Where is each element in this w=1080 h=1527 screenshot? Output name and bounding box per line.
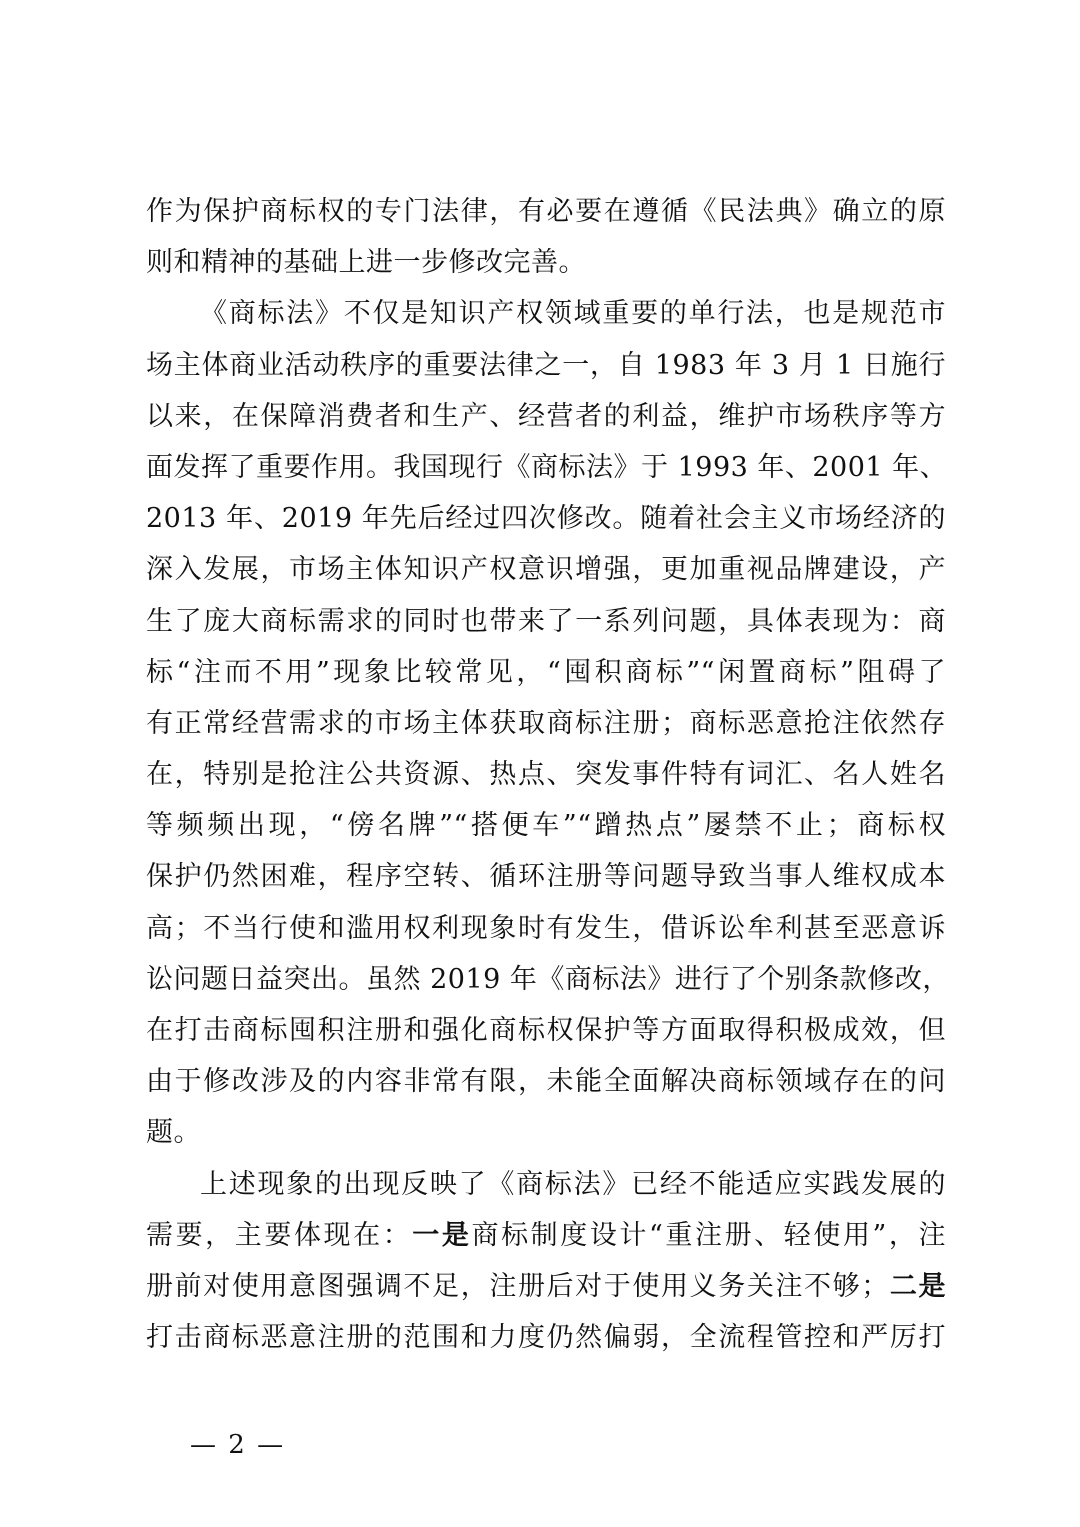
text-line: 《商标法》不仅是知识产权领域重要的单行法，也是规范市: [200, 298, 946, 330]
text-line: 深入发展，市场主体知识产权意识增强，更加重视品牌建设，产: [146, 554, 946, 586]
text-line: 在打击商标囤积注册和强化商标权保护等方面取得积极成效，但: [146, 1015, 946, 1046]
text-line: 生了庞大商标需求的同时也带来了一系列问题，具体表现为：商: [146, 605, 946, 637]
text-line: 题。: [146, 1117, 201, 1149]
text-line: 则和精神的基础上进一步修改完善。: [146, 247, 586, 279]
text-line: 以来，在保障消费者和生产、经营者的利益，维护市场秩序等方: [146, 400, 946, 432]
text-line: 高；不当行使和滥用权利现象时有发生，借诉讼牟利甚至恶意诉: [146, 912, 946, 944]
text-run: 商标制度设计“重注册、轻使用”，注: [471, 1219, 947, 1251]
text-line: 打击商标恶意注册的范围和力度仍然偏弱，全流程管控和严厉打: [146, 1322, 946, 1354]
text-line: 场主体商业活动秩序的重要法律之一，自 1983 年 3 月 1 日施行: [146, 349, 946, 381]
text-line: 保护仍然困难，程序空转、循环注册等问题导致当事人维权成本: [146, 861, 946, 893]
page-number: — 2 —: [190, 1430, 286, 1460]
document-body: [146, 186, 950, 1363]
text-line: 等频频出现，“傍名牌”“搭便车”“蹭热点”屡禁不止；商标权: [146, 810, 946, 842]
paragraph: [146, 186, 946, 288]
text-run: 需要，主要体现在：: [146, 1219, 413, 1251]
text-line: 由于修改涉及的内容非常有限，未能全面解决商标领域存在的问: [146, 1066, 946, 1098]
text-line: 上述现象的出现反映了《商标法》已经不能适应实践发展的: [200, 1168, 946, 1200]
paragraph: [146, 1159, 946, 1364]
text-line: 面发挥了重要作用。我国现行《商标法》于 1993 年、2001 年、: [146, 451, 948, 483]
text-line: 作为保护商标权的专门法律，有必要在遵循《民法典》确立的原: [146, 196, 946, 227]
text-line: 标“注而不用”现象比较常见，“囤积商标”“闲置商标”阻碍了: [146, 656, 946, 688]
text-line: 有正常经营需求的市场主体获取商标注册；商标恶意抢注依然存: [146, 707, 946, 739]
text-line: 讼问题日益突出。虽然 2019 年《商标法》进行了个别条款修改，: [146, 963, 950, 995]
text-line: 在，特别是抢注公共资源、热点、突发事件特有词汇、名人姓名: [146, 759, 946, 791]
emphasis-text: 二是: [888, 1270, 947, 1302]
text-line: [146, 1261, 946, 1312]
text-line: 2013 年、2019 年先后经过四次修改。随着社会主义市场经济的: [146, 503, 946, 535]
text-line: [146, 1210, 946, 1261]
emphasis-text: 一是: [412, 1219, 472, 1251]
text-run: 册前对使用意图强调不足，注册后对于使用义务关注不够；: [146, 1270, 889, 1302]
paragraph: [146, 288, 950, 1158]
